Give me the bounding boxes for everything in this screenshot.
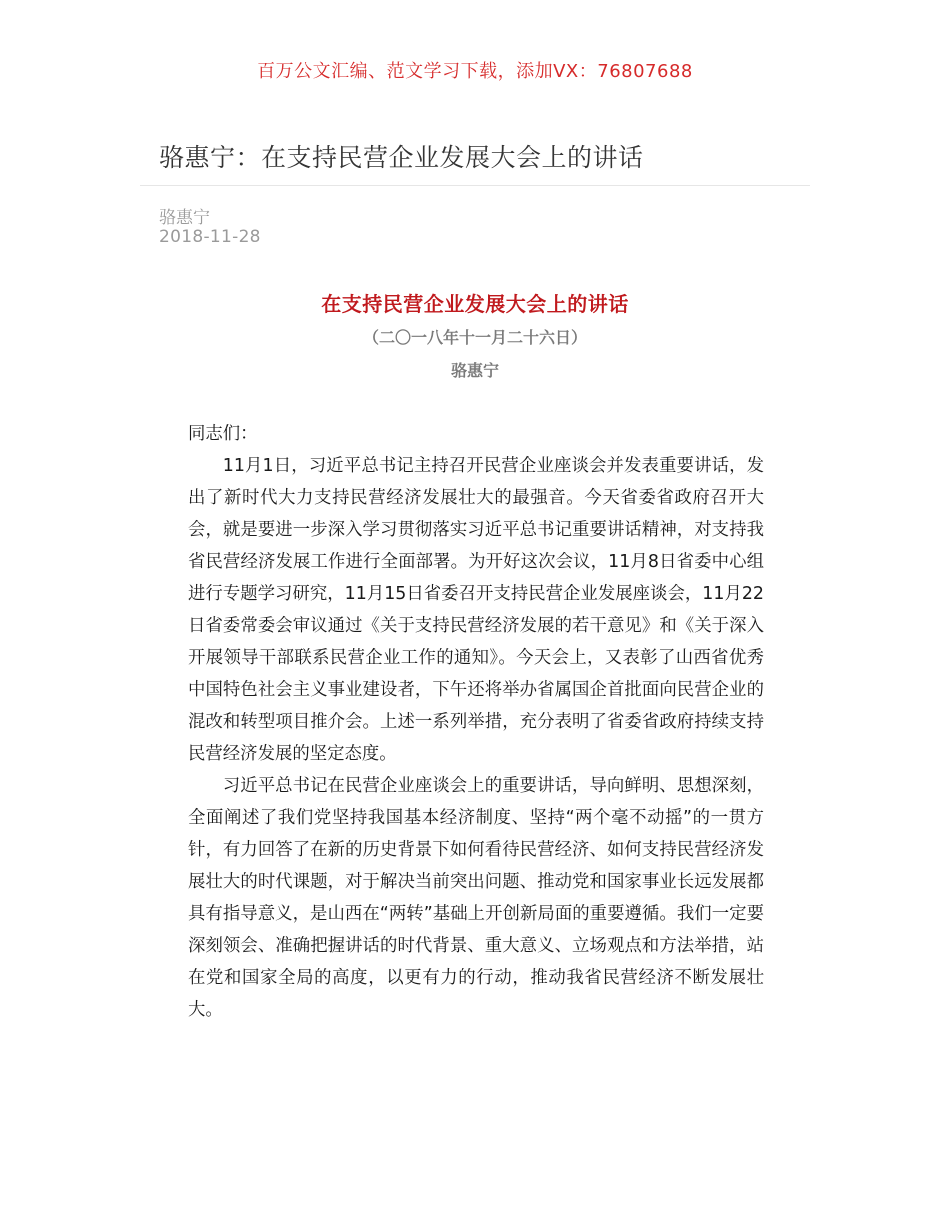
speech-body bbox=[188, 418, 764, 1026]
body-paragraph-2: 习近平总书记在民营企业座谈会上的重要讲话，导向鲜明、思想深刻，全面阐述了我们党坚持我国基本经济制度、坚持“两个毫不动摇”的一贯方针，有力回答了在新的历史背景下如何看待民营经济、如何支持民营经济发展壮大的时代课题，对于解决当前突出问题、推动党和国家事业长远发展都具有指导意义，是山西在“两转”基础上开创新局面的重要遵循。我们一定要深刻领会、准确把握讲话的时代背景、重大意义、立场观点和方法举措，站在党和国家全局的高度，以更有力的行动，推动我省民营经济不断发展壮大。 bbox=[188, 776, 764, 1020]
promo-banner: 百万公文汇编、范文学习下载，添加VX：76807688 bbox=[257, 61, 693, 82]
body-paragraph-1: 11月1日，习近平总书记主持召开民营企业座谈会并发表重要讲话，发出了新时代大力支持民营经济发展壮大的最强音。今天省委省政府召开大会，就是要进一步深入学习贯彻落实习近平总书记重要讲话精神，对支持我省民营经济发展工作进行全面部署。为开好这次会议，11月8日省委中心组进行专题学习研究，11月15日省委召开支持民营企业发展座谈会，11月22日省委常委会审议通过《关于支持民营经济发展的若干意见》和《关于深入开展领导干部联系民营企业工作的通知》。今天会上，又表彰了山西省优秀中国特色社会主义事业建设者，下午还将举办省属国企首批面向民营企业的混改和转型项目推介会。上述一系列举措，充分表明了省委省政府持续支持民营经济发展的坚定态度。 bbox=[188, 456, 764, 764]
speech-author: 骆惠宁 bbox=[450, 361, 499, 380]
article-title: 骆惠宁：在支持民营企业发展大会上的讲话 bbox=[159, 143, 644, 172]
speech-title: 在支持民营企业发展大会上的讲话 bbox=[321, 292, 629, 316]
title-divider bbox=[140, 185, 810, 186]
speech-date: （二〇一八年十一月二十六日） bbox=[362, 328, 587, 347]
article-date: 2018-11-28 bbox=[159, 227, 261, 247]
article-author: 骆惠宁 bbox=[159, 208, 210, 228]
salutation: 同志们： bbox=[188, 424, 258, 444]
